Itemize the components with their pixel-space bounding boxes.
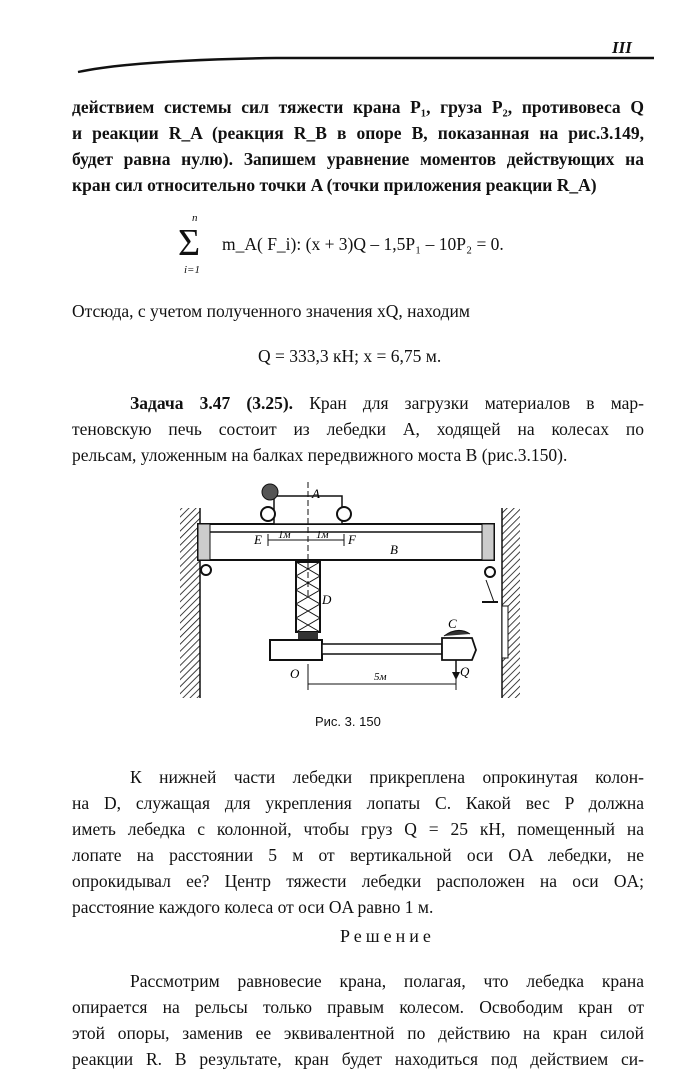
text-line: Рассмотрим равновесие крана, полагая, что лебедка крана — [130, 971, 644, 991]
text-line: будет равна нулю). Запишем уравнение моментов действующих на — [72, 149, 644, 169]
text-line: опирается на рельсы только правым колесом. Освободим кран от — [72, 997, 644, 1017]
solution-heading: Решение — [340, 926, 435, 946]
label-f: F — [348, 532, 356, 547]
paragraph-intro — [72, 94, 644, 198]
sum-upper-limit: n — [192, 212, 198, 224]
text-line: Отсюда, с учетом полученного значения xQ, находим — [72, 301, 470, 321]
label-dist: 5м — [374, 671, 387, 683]
label-c: C — [448, 616, 457, 631]
label-e: E — [254, 532, 262, 547]
wheel-right — [337, 507, 351, 521]
crane-figure — [176, 478, 522, 700]
label-d: D — [322, 592, 332, 607]
text-line: действием системы сил тяжести крана P₁, груза P₂, противовеса Q — [72, 97, 644, 117]
task-label: Задача 3.47 (3.25). — [130, 393, 294, 413]
label-o: O — [290, 666, 300, 681]
paragraph-hence — [72, 298, 644, 324]
text-line: опрокидывал ее? Центр тяжести лебедки расположен на оси OA; — [72, 871, 644, 891]
text-line: теновскую печь состоит из лебедки A, ходящей на колесах по — [72, 419, 644, 439]
paragraph-problem — [72, 764, 644, 920]
label-l2: 1м — [316, 529, 329, 541]
hoist-drum — [262, 484, 278, 500]
text-line: лопате на расстоянии 5 м от вертикальной оси OA лебедки, не — [72, 845, 644, 865]
text-line: этой опоры, заменив ее эквивалентной по действию на кран силой — [72, 1023, 644, 1043]
text-line: иметь лебедка с колонной, чтобы груз Q = 25 кН, помещенный на — [72, 819, 644, 839]
right-wall — [502, 508, 520, 698]
text-line: и реакции R_A (реакция R_B в опоре B, показанная на рис.3.149, — [72, 123, 644, 143]
header-rule — [76, 46, 656, 76]
text-line: К нижней части лебедки прикреплена опрокинутая колон- — [130, 767, 644, 787]
result-equation: Q = 333,3 кН; x = 6,75 м. — [258, 346, 442, 366]
text-line: реакции R. В результате, кран будет находиться под действием си- — [72, 1049, 644, 1069]
label-a: A — [312, 486, 320, 501]
shovel-base — [270, 640, 322, 660]
sum-lower-limit: i=1 — [184, 264, 200, 276]
bridge-beam — [198, 524, 494, 560]
label-b: B — [390, 542, 398, 557]
text-line: расстояние каждого колеса от оси OA равно 1 м. — [72, 897, 434, 917]
wheel-left — [261, 507, 275, 521]
text-line: кран сил относительно точки A (точки приложения реакции R_A) — [72, 175, 597, 195]
text-line: на D, служащая для укрепления лопаты C. Какой вес P должна — [72, 793, 644, 813]
label-q: Q — [460, 664, 470, 679]
page-number: III — [612, 38, 632, 57]
shovel-c — [442, 638, 476, 660]
summation — [176, 212, 216, 282]
task-paragraph — [72, 390, 644, 468]
label-l1: 1м — [278, 529, 291, 541]
moment-equation: m_A( F_i): (x + 3)Q – 1,5P₁ – 10P₂ = 0. — [222, 234, 504, 254]
figure-caption: Рис. 3. 150 — [315, 714, 381, 729]
text-line: Кран для загрузки материалов в мар- — [309, 393, 644, 413]
paragraph-solution — [72, 968, 644, 1072]
shovel-arm — [322, 644, 442, 654]
sum-symbol: Σ — [178, 222, 201, 264]
text-line: рельсам, уложенным на балках передвижного моста B (рис.3.150). — [72, 445, 568, 465]
